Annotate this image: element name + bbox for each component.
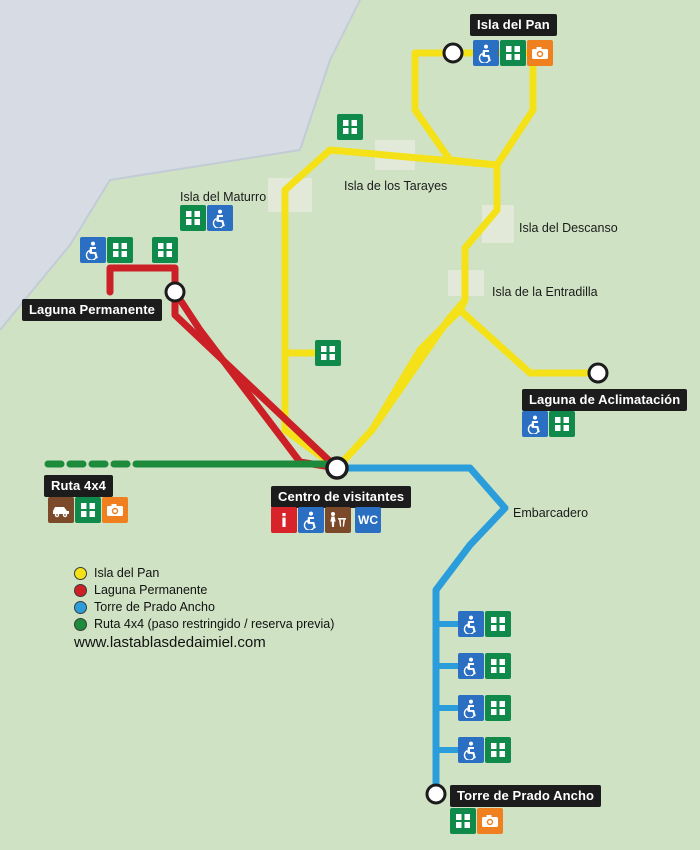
information-icon[interactable] [271, 507, 297, 533]
legend-item-label: Torre de Prado Ancho [94, 600, 215, 614]
jeep-icon[interactable] [48, 497, 74, 523]
legend-item-label: Ruta 4x4 (paso restringido / reserva previa) [94, 617, 335, 631]
wc-label: WC [358, 513, 378, 527]
accessible-icon[interactable] [80, 237, 106, 263]
label-embarcadero: Embarcadero [513, 506, 589, 520]
legend-item-label: Isla del Pan [94, 566, 160, 580]
accessible-icon[interactable] [522, 411, 548, 437]
legend-item-torre-de-prado-ancho[interactable] [74, 599, 334, 615]
viewpoint-icon[interactable] [180, 205, 206, 231]
photo-icon[interactable] [477, 808, 503, 834]
accessible-icon[interactable] [458, 737, 484, 763]
label-isla-del-pan[interactable]: Isla del Pan [470, 14, 557, 36]
legend-item-label: Laguna Permanente [94, 583, 208, 597]
label-ruta-4x4[interactable]: Ruta 4x4 [44, 475, 113, 497]
legend-color-swatch [74, 567, 87, 580]
accessible-icon[interactable] [207, 205, 233, 231]
label-laguna-de-aclimatacion[interactable]: Laguna de Aclimatación [522, 389, 687, 411]
label-torre-de-prado-ancho[interactable]: Torre de Prado Ancho [450, 785, 601, 807]
legend-item-ruta-4x4[interactable] [74, 616, 334, 632]
label-centro-de-visitantes[interactable]: Centro de visitantes [271, 486, 411, 508]
viewpoint-icon[interactable] [450, 808, 476, 834]
viewpoint-icon[interactable] [485, 737, 511, 763]
legend-color-swatch [74, 584, 87, 597]
wc-icon[interactable] [355, 507, 381, 533]
station-laguna-de-aclimatacion [589, 364, 607, 382]
label-isla-de-la-entradilla: Isla de la Entradilla [492, 285, 598, 299]
viewpoint-icon[interactable] [549, 411, 575, 437]
viewpoint-icon[interactable] [485, 695, 511, 721]
photo-icon[interactable] [102, 497, 128, 523]
legend-item-isla-del-pan[interactable] [74, 565, 334, 581]
station-torre-de-prado-ancho [427, 785, 445, 803]
label-isla-del-maturro: Isla del Maturro [180, 190, 267, 204]
label-laguna-permanente[interactable]: Laguna Permanente [22, 299, 162, 321]
station-laguna-permanente [166, 283, 184, 301]
accessible-icon[interactable] [473, 40, 499, 66]
viewpoint-icon[interactable] [485, 653, 511, 679]
viewpoint-icon[interactable] [485, 611, 511, 637]
legend-color-swatch [74, 601, 87, 614]
accessible-icon[interactable] [298, 507, 324, 533]
viewpoint-icon[interactable] [315, 340, 341, 366]
website-url[interactable]: www.lastablasdedaimiel.com [74, 634, 266, 651]
station-centro-de-visitantes [327, 458, 347, 478]
picnic-icon[interactable] [325, 507, 351, 533]
station-isla-del-pan [444, 44, 462, 62]
legend [74, 565, 334, 633]
viewpoint-icon[interactable] [500, 40, 526, 66]
viewpoint-icon[interactable] [75, 497, 101, 523]
label-isla-del-descanso: Isla del Descanso [519, 221, 618, 235]
viewpoint-icon[interactable] [152, 237, 178, 263]
legend-item-laguna-permanente[interactable] [74, 582, 334, 598]
accessible-icon[interactable] [458, 611, 484, 637]
label-isla-de-los-tarayes: Isla de los Tarayes [344, 179, 448, 193]
legend-color-swatch [74, 618, 87, 631]
viewpoint-icon[interactable] [337, 114, 363, 140]
accessible-icon[interactable] [458, 695, 484, 721]
photo-icon[interactable] [527, 40, 553, 66]
viewpoint-icon[interactable] [107, 237, 133, 263]
accessible-icon[interactable] [458, 653, 484, 679]
